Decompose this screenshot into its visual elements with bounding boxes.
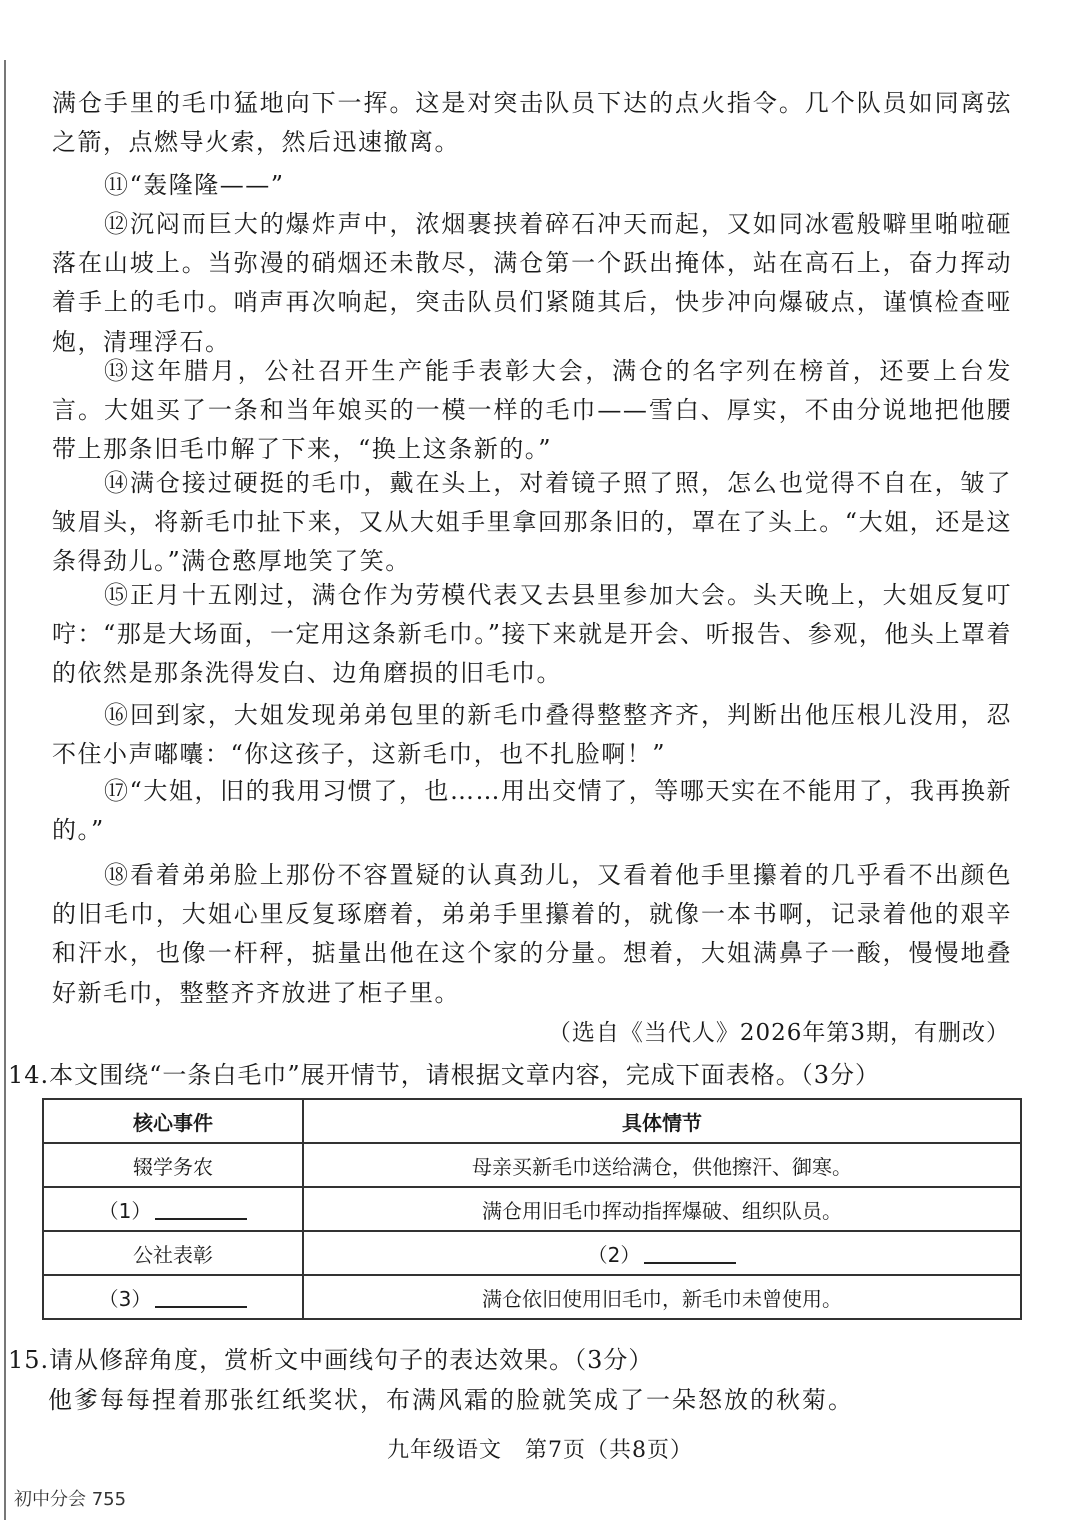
table-row <box>43 1143 1021 1187</box>
paragraph-13: ⑬这年腊月，公社召开生产能手表彰大会，满仓的名字列在榜首，还要上台发言。大姐买了一条和当年娘买的一模一样的毛巾——雪白、厚实，不由分说地把他腰带上那条旧毛巾解了下来，“换上这条新的。” <box>52 357 1012 464</box>
table-cell: 辍学务农 <box>43 1143 303 1187</box>
header-details: 具体情节 <box>303 1099 1021 1143</box>
question-14: 14.本文围绕“一条白毛巾”展开情节，请根据文章内容，完成下面表格。（3分） <box>8 1061 880 1089</box>
blank-cell-1[interactable] <box>43 1187 303 1231</box>
blank-cell-2[interactable] <box>303 1231 1021 1275</box>
answer-blank[interactable] <box>155 1198 247 1220</box>
underlined-sentence: 他爹每每捏着那张红纸奖状，布满风霜的脸就笑成了一朵怒放的秋菊。 <box>48 1386 854 1414</box>
paragraph-15: ⑮正月十五刚过，满仓作为劳模代表又去县里参加大会。头天晚上，大姐反复叮咛：“那是大场面，一定用这条新毛巾。”接下来就是开会、听报告、参观，他头上罩着的依然是那条洗得发白、边角磨损的旧毛巾。 <box>52 581 1012 688</box>
paragraph-14: ⑭满仓接过硬挺的毛巾，戴在头上，对着镜子照了照，怎么也觉得不自在，皱了皱眉头，将新毛巾扯下来，又从大姐手里拿回那条旧的，罩在了头上。“大姐，还是这条得劲儿。”满仓憨厚地笑了笑。 <box>52 469 1012 576</box>
table-cell: 满仓用旧毛巾挥动指挥爆破、组织队员。 <box>303 1187 1021 1231</box>
blank-label: （3） <box>98 1286 152 1311</box>
table-cell: 公社表彰 <box>43 1231 303 1275</box>
paragraph-11: ⑪“轰隆隆——” <box>104 171 285 199</box>
table-cell: 满仓依旧使用旧毛巾，新毛巾未曾使用。 <box>303 1275 1021 1319</box>
table-header-row <box>43 1099 1021 1143</box>
paragraph-16: ⑯回到家，大姐发现弟弟包里的新毛巾叠得整整齐齐，判断出他压根儿没用，忍不住小声嘟囔：“你这孩子，这新毛巾，也不扎脸啊！” <box>52 701 1012 769</box>
table-cell: 母亲买新毛巾送给满仓，供他擦汗、御寒。 <box>303 1143 1021 1187</box>
question-15: 15.请从修辞角度，赏析文中画线句子的表达效果。（3分） <box>8 1346 654 1374</box>
answer-blank[interactable] <box>155 1286 247 1308</box>
answer-blank[interactable] <box>644 1242 736 1264</box>
source-citation: （选自《当代人》2026年第3期，有删改） <box>547 1020 1010 1046</box>
events-table <box>42 1098 1022 1320</box>
blank-label: （2） <box>587 1242 641 1267</box>
paragraph-12: ⑫沉闷而巨大的爆炸声中，浓烟裹挟着碎石冲天而起，又如同冰雹般噼里啪啦砸落在山坡上。当弥漫的硝烟还未散尽，满仓第一个跃出掩体，站在高石上，奋力挥动着手上的毛巾。哨声再次响起，突击队员们紧随其后，快步冲向爆破点，谨慎检查哑炮，清理浮石。 <box>52 210 1012 356</box>
paragraph-10-continued: 满仓手里的毛巾猛地向下一挥。这是对突击队员下达的点火指令。几个队员如同离弦之箭，点燃导火索，然后迅速撤离。 <box>52 89 1012 157</box>
header-core-event: 核心事件 <box>43 1099 303 1143</box>
page-margin-rule <box>4 60 6 1520</box>
blank-label: （1） <box>98 1198 152 1223</box>
paragraph-18: ⑱看着弟弟脸上那份不容置疑的认真劲儿，又看着他手里攥着的几乎看不出颜色的旧毛巾，大姐心里反复琢磨着，弟弟手里攥着的，就像一本书啊，记录着他的艰辛和汗水，也像一杆秤，掂量出他在这个家的分量。想着，大姐满鼻子一酸，慢慢地叠好新毛巾，整整齐齐放进了柜子里。 <box>52 861 1012 1007</box>
table-row <box>43 1275 1021 1319</box>
table-row <box>43 1231 1021 1275</box>
table-row <box>43 1187 1021 1231</box>
paragraph-17: ⑰“大姐，旧的我用习惯了，也……用出交情了，等哪天实在不能用了，我再换新的。” <box>52 777 1012 845</box>
watermark: 初中分会 755 <box>14 1489 127 1510</box>
page-footer: 九年级语文 第7页（共8页） <box>387 1438 693 1463</box>
blank-cell-3[interactable] <box>43 1275 303 1319</box>
